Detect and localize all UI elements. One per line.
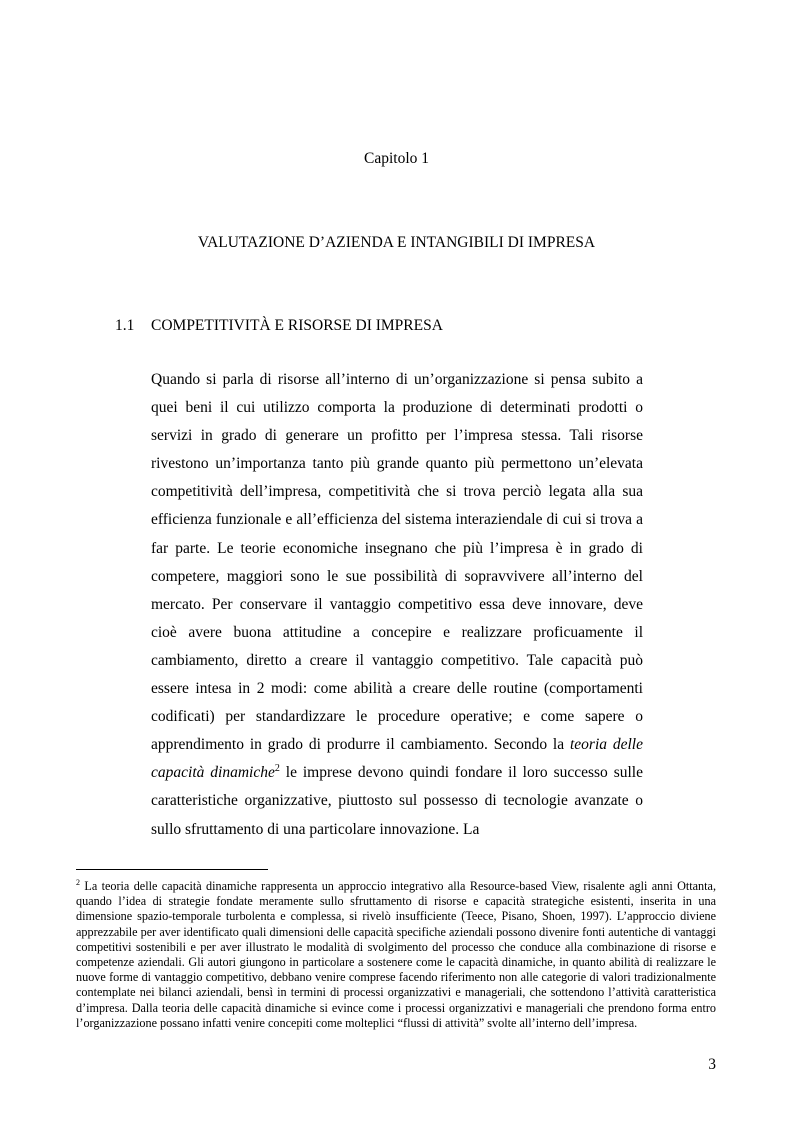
- paragraph-italic-term: teoria delle capacità dinamiche: [151, 736, 643, 782]
- section-number: 1.1: [115, 317, 135, 334]
- paragraph-text-before: Quando si parla di risorse all’interno di un’organizzazione si pensa subito a quei beni il cui utilizzo comporta la produzione di determinati prodotti o servizi in grado di generare un profitto per l’impresa stessa. Tali risorse rivestono un’importanza tanto più grande quanto più permettono un’elevata competitività dell’impresa, competitività che si trova perciò legata alla sua efficienza funzionale e all’efficienza del sistema interaziendale di cui si trova a far parte. Le teorie economiche insegnano che più l’impresa è in grado di competere, maggiori sono le sue possibilità di sopravvivere all’interno del mercato. Per conservare il vantaggio competitivo essa deve innovare, deve cioè avere buona attitudine a concepire e realizzare proficuamente il cambiamento, diretto a creare il vantaggio competitivo. Tale capacità può essere intesa in 2 modi: come abilità a creare delle routine (comportamenti codificati) per standardizzare le procedure operative; e come sapere o apprendimento in grado di produrre il cambiamento. Secondo la: [151, 371, 643, 754]
- footnote-divider: [76, 869, 268, 870]
- footnote-text: La teoria delle capacità dinamiche rappresenta un approccio integrativo alla Resource-based View, risalente agli anni Ottanta, quando l’idea di strategie fondate meramente sullo sfruttamento di risorse e capacità strategiche esistenti, inserita in una dimensione spazio-temporale turbolenta e complessa, si rivelò insufficiente (Teece, Pisano, Shoen, 1997). L’approccio diviene apprezzabile per aver identificato quali dimensioni delle capacità specifiche aziendali possono divenire fonti autentiche di vantaggi competitivi sostenibili e per aver illustrato le modalità di svolgimento del processo che conduce alla combinazione di risorse e competenze aziendali. Gli autori giungono in particolare a sostenere come le capacità dinamiche, in quanto abilità di realizzare le nuove forme di vantaggio competitivo, debbano venire comprese facendo riferimento non alle categorie di valori tradizionalmente contemplate nei bilanci aziendali, bensì in termini di processi organizzativi e manageriali, che sottendono l’attività caratteristica d’impresa. Dalla teoria delle capacità dinamiche si evince come i processi organizzativi e manageriali che prendono forma entro l’organizzazione possano infatti venire concepiti come molteplici “flussi di attività” svolte all’interno dell’impresa.: [76, 879, 716, 1030]
- footnote-reference[interactable]: 2: [274, 763, 280, 775]
- footnote: [76, 879, 716, 1031]
- section-heading: [115, 317, 443, 335]
- footnote-marker: 2: [76, 877, 80, 887]
- page-number: 3: [708, 1056, 716, 1073]
- paragraph-text-after: le imprese devono quindi fondare il loro successo sulle caratteristiche organizzative, piuttosto sul possesso di tecnologie avanzate o sullo sfruttamento di una particolare innovazione. La: [151, 764, 643, 838]
- chapter-title: VALUTAZIONE D’AZIENDA E INTANGIBILI DI IMPRESA: [197, 234, 596, 251]
- body-paragraph: [151, 366, 643, 844]
- chapter-label: Capitolo 1: [363, 150, 429, 167]
- section-title: COMPETITIVITÀ E RISORSE DI IMPRESA: [151, 317, 443, 334]
